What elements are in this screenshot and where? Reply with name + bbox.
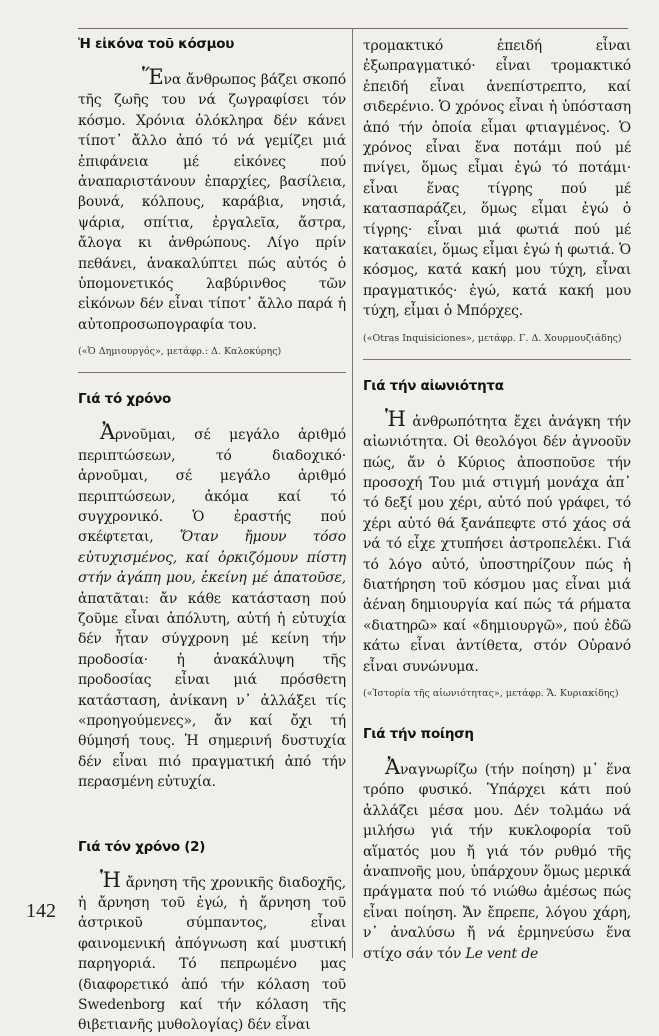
page-number: 142 <box>26 900 56 922</box>
section-text-on-time-2-continued: τρομακτικό ἐπειδή εἶναι ἐξωπραγματικό· εἶναι τρομακτικό ἐπειδή εἶναι ἀνεπίστρεπτο, καί σιδερένιο. Ὁ χρόνος εἶναι ἡ ὑπόσταση ἀπό τήν ὁποία εἶμαι φτιαγμένος. Ὁ χρόνος εἶναι ἕνα ποτάμι πού μέ πνίγει, ὅμως εἶμαι ἐγώ τό ποτάμι· εἶναι ἕνας τίγρης πού μέ κατασπαράζει, ὅμως εἶμαι ἐγώ ὁ τίγρης· εἶναι μιά φωτιά πού μέ κατακαίει, ὅμως εἶμαι ἐγώ ἡ φωτιά. Ὁ κόσμος, κατά κακή μου τύχη, εἶναι πραγματικός· ἐγώ, κατά κακή μου τύχη, εἶμαι ὁ Μπόρχες. <box>363 38 631 320</box>
section-title-on-poetry: Γιά τήν ποίηση <box>363 725 474 742</box>
italic-title: Le vent de <box>465 945 539 962</box>
section-divider <box>78 372 346 373</box>
column-divider <box>352 28 353 958</box>
source-citation: («Otras Inquisiciones», μετάφρ. Γ. Δ. Χουρμουζιάδης) <box>363 332 622 344</box>
section-title-on-time-2: Γιά τόν χρόνο (2) <box>78 838 206 855</box>
right-column <box>363 36 631 964</box>
top-rule <box>78 28 628 29</box>
spacer <box>78 793 346 839</box>
section-divider <box>363 359 631 360</box>
section-text-on-eternity <box>363 406 631 677</box>
italic-quote: Ὅταν ἤμουν τόσο εὐτυχισμένος, καί ὁρκιζόμουν πίστη στήν ἀγάπη μου, ἐκείνη μέ ἀπατοῦσε, <box>78 529 346 587</box>
section-title-on-time: Γιά τό χρόνο <box>78 391 171 408</box>
drop-cap: Ἀ <box>385 754 400 779</box>
drop-cap: Ἀ <box>100 420 115 445</box>
paragraph: ἀνθρωπότητα ἔχει ἀνάγκη τήν αἰωνιότητα. Οἱ θεολόγοι δέν ἀγνοοῦν πώς, ἄν ὁ Κύριος ἀποσποῦσε τήν προσοχή Του μιά στιγμή μονάχα ἀπ᾿ τό δεξί μου χέρι, αὐτό πού γράφει, τό χέρι αὐτό θά ξανάπεφτε στό χάος σά νά τό εἶχε χτυπήσει ἀστροπελέκι. Γιά τό λόγο αὐτό, ὑποστηρίζουν πώς ἡ διατήρηση τοῦ κόσμου μας εἶναι μιά ἀέναη δημιουργία καί πώς τά ρήματα «διατηρῶ» καί «δημιουργῶ», πού ἐδῶ κάτω εἶναι ἀντίθετα, στόν Οὐρανό εἶναι συνώνυμα. <box>363 413 631 675</box>
drop-cap: Ἡ <box>100 867 121 892</box>
section-title-image-of-world: Ἡ εἰκόνα τοῦ κόσμου <box>78 36 235 52</box>
paragraph: να ἄνθρωπος βάζει σκοπό τῆς ζωῆς του νά ζωγραφίσει τόν κόσμο. Χρόνια ὁλόκληρα δέν κάνει τίποτ᾿ ἄλλο ἀπό τό νά γεμίζει μιά ἐπιφάνεια μέ εἰκόνες πού ἀναπαριστάνουν ἐπαρχίες, βασίλεια, βουνά, κόλπους, καράβια, νησιά, ψάρια, σπίτια, ἐργαλεῖα, ἄστρα, ἄλογα κι ἀνθρώπους. Λίγο πρίν πεθάνει, ἀνακαλύπτει πώς αὐτός ὁ ὑπομονετικός λαβύρινθος τῶν εἰκόνων δέν εἶναι τίποτ᾿ ἄλλο παρά ἡ αὐτοπροσωπογραφία του. <box>78 72 346 333</box>
section-text-on-time <box>78 420 346 792</box>
drop-cap: Ἡ <box>385 406 406 431</box>
left-column <box>78 36 346 1036</box>
paragraph-continued: ἀπατᾶται: ἄν κάθε κατάσταση πού ζοῦμε εἶναι ἀπόλυτη, αὐτή ἡ εὐτυχία δέν ἦταν σύγχρονη μέ κείνη τήν προδοσία· ἡ ἀνακάλυψη τῆς προδοσίας εἶναι μιά πρόσθετη κατάσταση, ἀνίκανη ν᾿ ἀλλάξει τίς «προηγούμενες», ἄν καί ὄχι τή θύμησή τους. Ἡ σημερινή δυστυχία δέν εἶναι πιό πραγματική ἀπό τήν περασμένη εὐτυχία. <box>78 590 346 791</box>
paragraph: ρνοῦμαι, σέ μεγάλο ἀριθμό περιπτώσεων, τό διαδοχικό· ἀρνοῦμαι, σέ μεγάλο ἀριθμό περιπτώσεων, ἀκόμα καί τό συγχρονικό. Ὁ ἐραστής πού σκέφτεται, <box>78 427 346 546</box>
section-text-image-of-world <box>78 65 346 335</box>
source-citation: («Ὁ Δημιουργός», μετάφρ.: Δ. Καλοκύρης) <box>78 346 282 358</box>
paragraph: ναγνωρίζω (τήν ποίηση) μ᾿ ἕνα τρόπο φυσικό. Ὑπάρχει κάτι πού ἀλλάζει μέσα μου. Δέν τολμάω νά μιλήσω γιά τήν κυκλοφορία τοῦ αἵματός μου ἤ γιά τόν ρυθμό τῆς ἀναπνοῆς μου, ὑπάρχουν ὅμως μερικά πράγματα πού τό νιώθω ἀμέσως πώς εἶναι ποίηση. Ἄν ἔπρεπε, λόγου χάρη, ν᾿ ἀναλύσω ἤ νά ἑρμηνεύσω ἕνα στίχο σάν τόν <box>363 761 631 962</box>
source-citation: («Ἱστορία τῆς αἰωνιότητας», μετάφρ. Ἄ. Κυριακίδης) <box>363 687 619 699</box>
paragraph: ἄρνηση τῆς χρονικῆς διαδοχῆς, ἡ ἄρνηση τοῦ ἐγώ, ἡ ἄρνηση τοῦ ἀστρικοῦ σύμπαντος, εἶναι φαινομενική ἀπόγνωση καί μυστική παρηγοριά. Τό πεπρωμένο μας (διαφορετικό ἀπό τήν κόλαση τοῦ Swedenborg καί τήν κόλαση τῆς θιβετιανῆς μυθολογίας) δέν εἶναι <box>78 874 346 1034</box>
drop-cap: Ἕ <box>142 65 164 89</box>
spacer <box>363 700 631 726</box>
section-text-on-poetry <box>363 754 631 964</box>
section-title-on-eternity: Γιά τήν αἰωνιότητα <box>363 377 504 394</box>
section-text-on-time-2 <box>78 867 346 1036</box>
